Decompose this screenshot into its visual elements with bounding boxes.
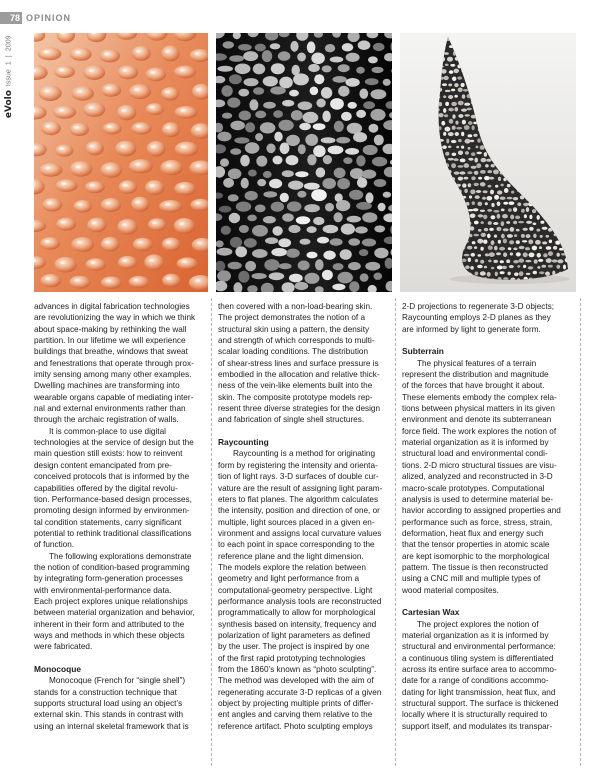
text-line: of the first rapid prototyping technologies <box>218 653 366 663</box>
text-line: multiple, light sources placed in a given en- <box>218 517 375 527</box>
text-line: The method was developed with the aim of <box>218 676 374 686</box>
text-line: design content emancipated from pre- <box>34 460 172 470</box>
text-line: skin. The composite prototype models rep- <box>218 392 373 402</box>
text-line: support itself, and modulates its transpar- <box>402 721 553 731</box>
cartesian-wax-sculpture-photo <box>400 33 576 292</box>
paragraph-intro <box>34 301 208 426</box>
paragraph-cartesian-wax <box>402 619 578 732</box>
text-line: tions. 2-D micro structural tissues are visu- <box>402 460 557 470</box>
text-line: eters to flat planes. The algorithm calculates <box>218 494 379 504</box>
text-line: reference artifact. Photo sculpting employs <box>218 721 373 731</box>
paragraph-digital-technologies <box>34 426 208 551</box>
text-column-3 <box>402 301 578 732</box>
text-line: reference plane and the light dimension. <box>218 551 364 561</box>
text-line: by integrating form-generation processes <box>34 574 183 584</box>
text-line: about space-making by rethinking the wall <box>34 324 187 334</box>
heading-monocoque: Monocoque <box>34 664 81 674</box>
text-line: material organization as it is informed by <box>402 630 549 640</box>
text-column-2 <box>218 301 394 732</box>
text-line: structural support. The surface is thickened <box>402 699 559 709</box>
text-line: potential to rethink traditional classifications <box>34 528 192 538</box>
text-line: Dwelling machines are transforming into <box>34 381 180 391</box>
text-line: then covered with a non-load-bearing skin. <box>218 302 373 311</box>
text-line: a continuous tiling system is differentiated <box>402 653 554 663</box>
text-line: to each point in space corresponding to the <box>218 540 375 550</box>
text-line: dating for light transmission, heat flux, and <box>402 687 556 697</box>
text-line: by the user. The project is inspired by one <box>218 642 370 652</box>
text-line: object by projecting multiple prints of differ- <box>218 699 374 709</box>
text-line: date for a range of conditions accommo- <box>402 676 549 686</box>
text-line: synthesis based on intensity, frequency and <box>218 619 377 629</box>
text-line: Raycounting is a method for originating <box>233 449 375 459</box>
text-line: are revolutionizing the way in which we think <box>34 313 196 323</box>
text-line: macro-scale prototypes. Computational <box>402 483 545 493</box>
magazine-vertical-label <box>2 36 16 118</box>
heading-cartesian-wax: Cartesian Wax <box>402 607 460 618</box>
text-line: havior according to assigned properties and <box>402 506 561 516</box>
text-line: computational-geometry perspective. Light <box>218 585 373 595</box>
text-line: The models explore the relation between <box>218 562 366 572</box>
text-line: polarization of light parameters as defined <box>218 630 371 640</box>
paragraph-structural-skin <box>218 301 394 426</box>
text-line: external skin. This stands in contrast with <box>34 710 184 720</box>
paragraph-raycounting <box>218 448 394 732</box>
text-line: vironment and assigns local curvature values <box>218 528 382 538</box>
paragraph-monocoque <box>34 675 208 732</box>
text-line: alized, analyzed and reconstructed in 3-D <box>402 472 553 482</box>
text-line: stands for a construction technique that <box>34 687 177 697</box>
text-line: form by registering the intensity and orienta- <box>218 460 378 470</box>
text-line: partition. In our lifetime we will experience <box>34 336 186 346</box>
text-line: tion of light rays. 3-D surfaces of double cur- <box>218 472 379 482</box>
text-line: were fabricated. <box>34 642 93 652</box>
paragraph-subterrain <box>402 358 578 596</box>
magazine-name: eVolo <box>4 90 14 119</box>
text-line: performance such as force, stress, strain, <box>402 517 553 527</box>
heading-subterrain: Subterrain <box>402 346 444 357</box>
text-line: The project explores the notion of <box>417 619 539 629</box>
paragraph-explorations <box>34 551 208 653</box>
text-line: The project demonstrates the notion of a <box>218 313 366 323</box>
text-line: and fenestrations that operate through prox- <box>34 358 194 368</box>
text-line: are informed by light to generate form. <box>402 324 541 334</box>
text-line: environment and denote its subterranean <box>402 415 552 425</box>
text-line: The physical features of a terrain <box>417 358 537 368</box>
text-line: ness of the vein-like elements built into the <box>218 381 373 391</box>
text-line: ways and methods in which these objects <box>34 630 185 640</box>
page-number: 78 <box>0 12 22 24</box>
issue-label: Issue <box>5 69 13 87</box>
text-line: are kept isomorphic to the morphological <box>402 551 550 561</box>
text-line: imity sensing among many other examples. <box>34 370 192 380</box>
text-line: embodied in the allocation and relative thick- <box>218 370 380 380</box>
issue-divider: | <box>5 55 13 58</box>
text-line: capabilities offered by the digital revolu- <box>34 483 178 493</box>
text-line: analysis is used to determine material be- <box>402 494 554 504</box>
text-line: and strength of which corresponds to multi- <box>218 336 375 346</box>
text-line: Raycounting employs 2-D planes as they <box>402 313 551 323</box>
column-divider <box>580 298 581 766</box>
text-line: across its entire surface area to accommo- <box>402 665 557 674</box>
text-line: tal condition statements, carry significant <box>34 517 182 527</box>
text-line: technologies at the service of design but the <box>34 438 194 448</box>
text-line: material organization as it is informed by <box>402 438 549 448</box>
text-line: promoting design informed by environmen- <box>34 506 190 516</box>
text-line: with environmental-performance data. <box>34 585 172 595</box>
text-line: conceived protocols that is informed by the <box>34 472 190 482</box>
text-line: from the 1860’s known as “photo sculpting”. <box>218 665 377 674</box>
text-line: The following explorations demonstrate <box>49 551 192 561</box>
paragraph-photo-sculpting <box>402 301 578 335</box>
text-line: tion. Performance-based design processes, <box>34 494 192 504</box>
text-line: structural and environmental performance: <box>402 642 556 652</box>
text-line: structural load and environmental condi- <box>402 449 548 459</box>
text-line: represent the distribution and magnitude <box>402 370 549 380</box>
orange-cellular-surface-photo <box>34 33 208 292</box>
text-line: 2-D projections to regenerate 3-D objects; <box>402 302 555 311</box>
text-line: ent angles and carving them relative to the <box>218 710 373 720</box>
text-line: through the archaic registration of walls. <box>34 415 179 425</box>
text-column-1 <box>34 301 208 732</box>
text-line: the notion of condition-based programming <box>34 562 190 572</box>
text-line: deformation, heat flux and energy such <box>402 528 544 538</box>
text-line: Each project explores unique relationships <box>34 596 188 606</box>
text-line: main question still exists: how to reinvent <box>34 449 183 459</box>
text-line: force field. The work explores the notion of <box>402 426 557 436</box>
text-line: of function. <box>34 540 75 550</box>
issue-year: 2009 <box>5 36 13 52</box>
column-divider <box>395 298 396 766</box>
text-line: of the forces that have brought it about. <box>402 381 545 391</box>
text-line: between material organization and behavior, <box>34 608 195 618</box>
text-line: inherent in their form and attributed to the <box>34 619 185 629</box>
text-line: tions between physical matters in its given <box>402 404 555 414</box>
text-line: programmatically to allow for morphological <box>218 608 376 618</box>
text-line: nal and external environments rather than <box>34 404 186 414</box>
text-line: pattern. The tissue is then reconstructed <box>402 562 548 572</box>
text-line: of shear-stress lines and surface pressure is <box>218 358 379 368</box>
heading-raycounting: Raycounting <box>218 437 269 448</box>
text-line: that the tensor properties in atomic scale <box>402 540 550 550</box>
text-line: using an internal skeletal framework that is <box>34 721 189 731</box>
text-line: wood material composites. <box>402 585 499 595</box>
text-line: resent three diverse strategies for the design <box>218 404 381 414</box>
text-line: scalar loading conditions. The distribution <box>218 347 369 357</box>
voronoi-light-screen-photo <box>216 33 392 292</box>
text-line: performance analysis tools are reconstructed <box>218 596 382 606</box>
text-line: locally where it is structurally required to <box>402 710 548 720</box>
text-line: regenerating accurate 3-D replicas of a given <box>218 687 382 697</box>
issue-number: 1 <box>5 61 13 66</box>
text-line: These elements embody the complex rela- <box>402 392 557 402</box>
text-line: structural skin using a pattern, the density <box>218 324 370 334</box>
text-line: geometry and light performance from a <box>218 574 360 584</box>
text-line: It is common-place to use digital <box>49 426 166 436</box>
column-divider <box>211 298 212 766</box>
text-line: vature are the result of assigning light param- <box>218 483 383 493</box>
text-line: and fabrication of single shell structures. <box>218 415 365 425</box>
text-line: Monocoque (French for “single shell”) <box>49 676 186 686</box>
text-line: using a CNC mill and multiple types of <box>402 574 541 584</box>
text-line: the intensity, position and direction of one, or <box>218 506 380 516</box>
text-line: buildings that breathe, windows that sweat <box>34 347 188 357</box>
text-line: supports structural load using an object’s <box>34 699 183 709</box>
text-line: advances in digital fabrication technologies <box>34 302 190 311</box>
section-label: OPINION <box>26 13 72 23</box>
text-line: wearable organs capable of mediating inter- <box>34 392 194 402</box>
